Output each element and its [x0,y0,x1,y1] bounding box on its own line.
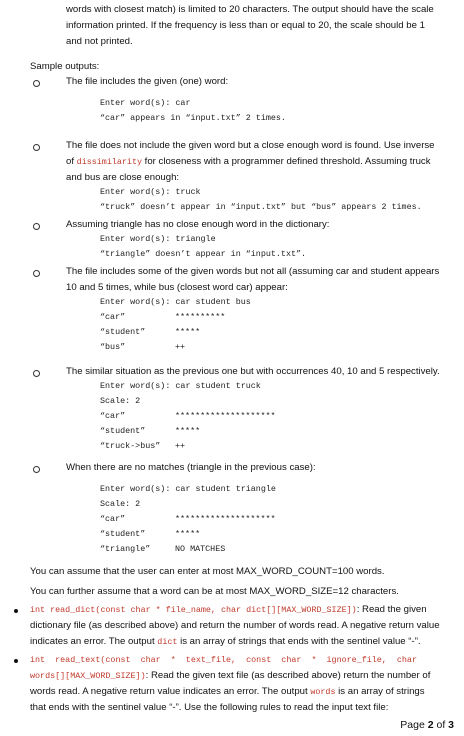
read-text-signature-1: int read_text(const char * text_file, const char * ignore_file, char [30,655,417,665]
case-6-desc: When there are no matches (triangle in the previous case): [66,462,316,473]
case-3-desc: Assuming triangle has no close enough word in the dictionary: [66,219,330,230]
case-4-desc-1: The file includes some of the given words but not all (assuming car and student appears [66,266,440,277]
case-4-desc-2: 10 and 5 times, while bus (closest word car) appear: [66,282,288,293]
read-text-line-3: words read. A negative return value indicates an error. The output words is an array of strings [30,686,425,697]
case-6-row-label: “car” [100,514,126,524]
case-6-row-label: “student” [100,529,146,539]
case-5-row-bar: ******************** [175,411,276,421]
case-4-row-bar: ++ [175,342,186,352]
case-5-row-label: “student” [100,426,146,436]
case-3-code-2: “triangle” doesn’t appear in “input.txt”. [100,249,307,259]
case-4-row-label: “bus” [100,342,126,352]
intro-line-2: information printed. If the frequency is less than or equal to 20, the scale should be 1 [66,20,425,31]
read-dict-line-1: int read_dict(const char * file_name, char dict[][MAX_WORD_SIZE]): Read the given [30,604,427,615]
case-1-code-1: Enter word(s): car [100,98,191,108]
circle-bullet-icon [33,223,40,230]
intro-line-3: and not printed. [66,36,133,47]
read-dict-line-3: indicates an error. The output dict is an array of strings that ends with the sentinel value “-”. [30,636,421,647]
case-6-row-bar: ******************** [175,514,276,524]
case-2-desc-2: of dissimilarity for closeness with a programmer defined threshold. Assuming truck [66,156,431,167]
read-dict-signature: int read_dict(const char * file_name, char dict[][MAX_WORD_SIZE]) [30,605,357,615]
case-4-code-header: Enter word(s): car student bus [100,297,251,307]
case-4-row-label: “car” [100,312,126,322]
case-5-row-label: “car” [100,411,126,421]
read-text-line-2: words[][MAX_WORD_SIZE]): Read the given text file (as described above) return the number of [30,670,431,681]
intro-line-1: words with closest match) is limited to 20 characters. The output should have the scale [66,4,434,15]
case-4-row-label: “student” [100,327,146,337]
case-6-code-header: Enter word(s): car student triangle [100,484,276,494]
case-4-row-bar: ***** [175,327,201,337]
code-dissimilarity: dissimilarity [76,157,143,167]
page-number: Page 2 of 3 [400,719,454,731]
case-5-row-bar: ***** [175,426,201,436]
case-5-scale: Scale: 2 [100,396,141,406]
read-text-signature-2: words[][MAX_WORD_SIZE]) [30,671,146,681]
sample-outputs-heading: Sample outputs: [30,61,100,72]
read-dict-line-2: dictionary file (as described above) and return the number of words read. A negative return value [30,620,440,631]
circle-bullet-icon [33,466,40,473]
case-5-row-bar: ++ [175,441,186,451]
code-words: words [310,687,336,697]
read-text-line-1 [30,653,417,667]
case-4-row-bar: ********** [175,312,226,322]
case-5-desc: The similar situation as the previous one but with occurrences 40, 10 and 5 respectively. [66,366,440,377]
case-6-row-bar: NO MATCHES [175,544,226,554]
case-6-row-label: “triangle” [100,544,151,554]
bullet-icon [14,609,18,613]
case-2-code-2: “truck” doesn’t appear in “input.txt” but “bus” appears 2 times. [100,202,422,212]
case-1-code-2: “car” appears in “input.txt” 2 times. [100,113,286,123]
case-5-row-label: “truck->bus” [100,441,161,451]
assumption-word-size: You can further assume that a word can be at most MAX_WORD_SIZE=12 characters. [30,586,399,597]
assumption-word-count: You can assume that the user can enter at most MAX_WORD_COUNT=100 words. [30,566,385,577]
case-6-scale: Scale: 2 [100,499,141,509]
case-6-row-bar: ***** [175,529,201,539]
circle-bullet-icon [33,144,40,151]
circle-bullet-icon [33,270,40,277]
circle-bullet-icon [33,370,40,377]
case-2-desc-3: and bus are close enough: [66,172,180,183]
read-text-line-4: that ends with the sentinel value “-”. Use the following rules to read the input text file: [30,702,389,713]
code-dict: dict [157,637,178,647]
case-2-desc-1: The file does not include the given word but a close enough word is found. Use inverse [66,140,435,151]
case-1-desc: The file includes the given (one) word: [66,76,229,87]
case-2-code-1: Enter word(s): truck [100,187,201,197]
bullet-icon [14,659,18,663]
case-3-code-1: Enter word(s): triangle [100,234,216,244]
case-5-code-header: Enter word(s): car student truck [100,381,261,391]
circle-bullet-icon [33,80,40,87]
